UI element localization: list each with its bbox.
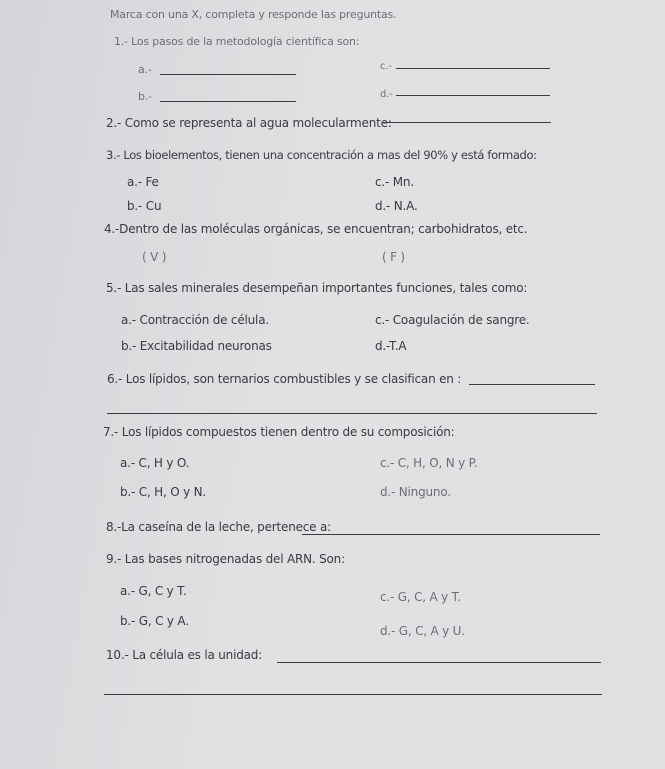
q1-answer-line-b[interactable] <box>160 101 296 102</box>
q10-answer-line-2[interactable] <box>104 694 602 695</box>
q3-option-c[interactable]: c.- Mn. <box>375 175 414 189</box>
question-6: 6.- Los lípidos, son ternarios combustibles y se clasifican en : <box>107 372 462 386</box>
q1-option-b: b.- <box>138 90 152 103</box>
q1-answer-line-c[interactable] <box>396 68 550 69</box>
q5-option-c[interactable]: c.- Coagulación de sangre. <box>375 313 530 327</box>
q1-option-c: c.- <box>380 61 392 72</box>
q9-option-c[interactable]: c.- G, C, A y T. <box>380 590 461 604</box>
question-7: 7.- Los lípidos compuestos tienen dentro de su composición: <box>103 425 455 439</box>
q7-option-d[interactable]: d.- Ninguno. <box>380 485 451 499</box>
q1-answer-line-a[interactable] <box>160 74 296 75</box>
q2-answer-line[interactable] <box>383 122 551 123</box>
q10-answer-line-1[interactable] <box>277 662 601 663</box>
q9-option-a[interactable]: a.- G, C y T. <box>120 584 187 598</box>
q8-answer-line[interactable] <box>302 534 600 535</box>
q7-option-b[interactable]: b.- C, H, O y N. <box>120 485 207 499</box>
q4-true-option[interactable]: ( V ) <box>142 250 167 264</box>
q9-option-b[interactable]: b.- G, C y A. <box>120 614 189 628</box>
q3-option-a[interactable]: a.- Fe <box>127 175 159 189</box>
question-10: 10.- La célula es la unidad: <box>106 648 263 662</box>
q9-option-d[interactable]: d.- G, C, A y U. <box>380 624 465 638</box>
question-8: 8.-La caseína de la leche, pertenece a: <box>106 520 331 534</box>
q5-option-d[interactable]: d.-T.A <box>375 339 407 353</box>
question-3: 3.- Los bioelementos, tienen una concentración a mas del 90% y está formado: <box>106 148 537 162</box>
q6-answer-line-1[interactable] <box>469 384 595 385</box>
q7-option-c[interactable]: c.- C, H, O, N y P. <box>380 456 478 470</box>
q5-option-b[interactable]: b.- Excitabilidad neuronas <box>121 339 272 353</box>
question-9: 9.- Las bases nitrogenadas del ARN. Son: <box>106 552 345 566</box>
q3-option-d[interactable]: d.- N.A. <box>375 199 418 213</box>
q6-answer-line-2[interactable] <box>107 413 597 414</box>
q4-false-option[interactable]: ( F ) <box>382 250 405 264</box>
q1-answer-line-d[interactable] <box>396 95 550 96</box>
q7-option-a[interactable]: a.- C, H y O. <box>120 456 190 470</box>
q5-option-a[interactable]: a.- Contracción de célula. <box>121 313 269 327</box>
q1-option-a: a.- <box>138 63 152 76</box>
question-5: 5.- Las sales minerales desempeñan importantes funciones, tales como: <box>106 281 528 295</box>
question-1: 1.- Los pasos de la metodología científica son: <box>114 35 360 48</box>
question-4: 4.-Dentro de las moléculas orgánicas, se encuentran; carbohidratos, etc. <box>104 222 528 236</box>
q1-option-d: d.- <box>380 89 393 100</box>
question-2: 2.- Como se representa al agua molecularmente: <box>106 116 392 130</box>
q3-option-b[interactable]: b.- Cu <box>127 199 162 213</box>
instructions: Marca con una X, completa y responde las preguntas. <box>110 8 397 21</box>
